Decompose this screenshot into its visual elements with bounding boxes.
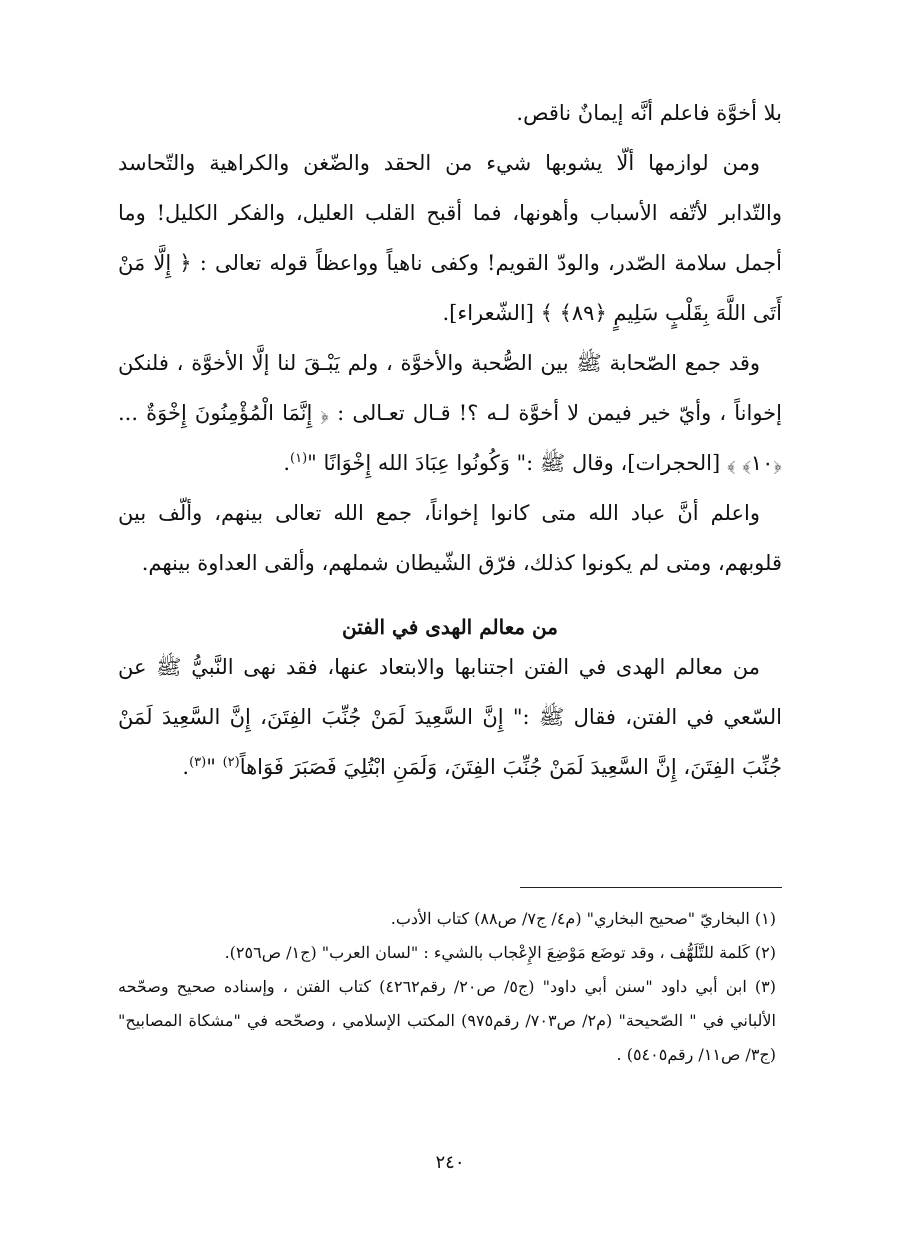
paragraph-5-quote: " — [206, 755, 223, 779]
paragraph-4: واعلم أنَّ عباد الله متى كانوا إخواناً، جمع الله تعالى بينهم، وألّف بين قلوبهم، ومتى لم يكونوا كذلك، فرّق الشّيطان شملهم، وألقى العداوة بينهم. — [118, 501, 782, 575]
paragraph-5-text: من معالم الهدى في الفتن اجتنابها والابتعاد عنها، فقد نهى النَّبيُّ ﷺ عن السّعي في الفتن، فقال ﷺ :" إِنَّ السَّعِيدَ لَمَنْ جُنِّبَ الفِتَنَ، إِنَّ السَّعِيدَ لَمَنْ جُنِّبَ الفِتَنَ، إِنَّ السَّعِيدَ لَمَنْ جُنِّبَ الفِتَنَ، وَلَمَنِ ابْتُلِيَ فَصَبَرَ فَوَاهاً — [118, 655, 782, 779]
section-heading: من معالم الهدى في الفتن — [342, 615, 558, 639]
footnote-ref-2: (٢) — [222, 755, 240, 770]
paragraph-2: ومن لوازمها ألّا يشوبها شيء من الحقد والضّغن والكراهية والتّحاسد والتّدابر لأتّفه الأسباب وأهونها، فما أقبح القلب العليل، والفكر الكليل! وما أجمل سلامة الصّدر، والودّ القويم! وكفى ناهياً وواعظاً قوله تعالى : ﴿ إِلَّا مَنْ أَتَى اللَّهَ بِقَلْبٍ سَلِيمٍ ﴿٨٩﴾ ﴾ [الشّعراء]. — [118, 151, 782, 325]
main-text — [118, 88, 782, 792]
paragraph-5 — [118, 642, 782, 792]
page-number: ٢٤٠ — [435, 1152, 465, 1173]
paragraph-3 — [118, 338, 782, 488]
footnote-3: (٣) ابن أبي داود "سنن أبي داود" (ج٥/ ص٢٠/ رقم٤٢٦٢) كتاب الفتن ، وإسناده صحيح وصحّحه الألباني في " الصّحيحة" (م٢/ ص٧٠٣/ رقم٩٧٥) المكتب الإسلامي ، وصحّحه في "مشكاة المصابيح" (ج٣/ ص١١/ رقم٥٤٠٥) . — [118, 977, 777, 1064]
footnote-2: (٢) كَلمة للتَّلَهُّف ، وقد توضَع مَوْضِعَ الإِعْجاب بالشيء : "لسان العرب" (ج١/ ص٢٥٦). — [224, 943, 776, 962]
footnote-ref-3: (٣) — [189, 755, 207, 770]
paragraph-3-end: . — [283, 451, 291, 475]
paragraph-5-end: . — [182, 755, 190, 779]
footnote-1: (١) البخاريّ "صحيح البخاري" (م٤/ ج٧/ ص٨٨) كتاب الأدب. — [390, 909, 776, 928]
paragraph-1: بلا أخوَّة فاعلم أنَّه إيمانٌ ناقص. — [516, 101, 782, 125]
footnotes — [118, 902, 782, 1072]
paragraph-3-text: وقد جمع الصّحابة ﷺ بين الصُّحبة والأخوَّة ، ولم يَبْـقَ لنا إلَّا الأخوَّة ، فلنكن إخواناً ، وأيّ خير فيمن لا أخوَّة لـه ؟! قـال تعـالى : ﴿ إِنَّمَا الْمُؤْمِنُونَ إِخْوَةٌ ... ﴿١٠﴾ ﴾ [الحجرات]، وقال ﷺ :" وَكُونُوا عِبَادَ الله إِخْوَانًا " — [118, 351, 782, 475]
footnote-ref-1: (١) — [290, 451, 308, 466]
footnote-separator — [520, 887, 782, 888]
